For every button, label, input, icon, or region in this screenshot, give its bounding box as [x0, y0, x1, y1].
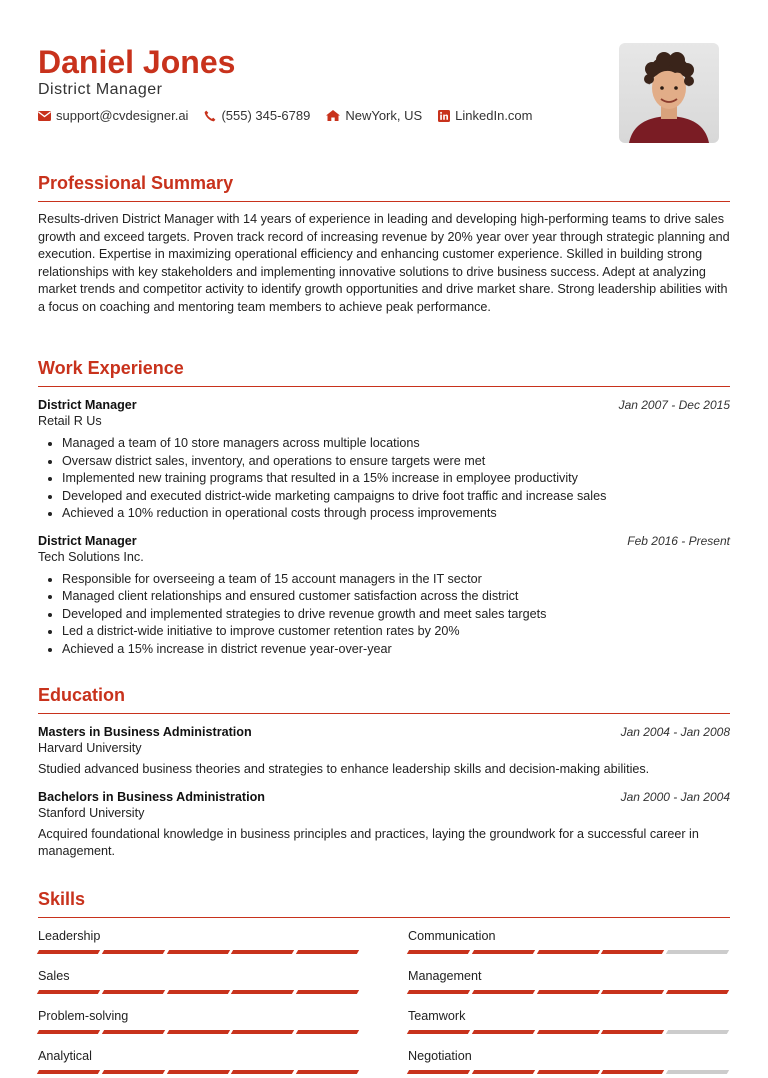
skill-level-segment-filled: [601, 990, 664, 994]
skill-level-segment-empty: [666, 1070, 729, 1074]
skill-level-segment-filled: [296, 1030, 359, 1034]
candidate-name: Daniel Jones: [38, 44, 236, 80]
skill-level-segment-filled: [472, 1070, 535, 1074]
skill-level-bar: [408, 1070, 728, 1074]
contact-email[interactable]: [38, 108, 188, 123]
skill-level-segment-filled: [102, 950, 165, 954]
education-description: Studied advanced business theories and strategies to enhance leadership skills and decision-making abilities.: [38, 762, 650, 776]
job-bullet: • Developed and implemented strategies to drive revenue growth and meet sales targets: [62, 606, 730, 624]
skill-level-segment-filled: [231, 1070, 294, 1074]
skill-level-segment-filled: [296, 950, 359, 954]
contact-location-text: NewYork, US: [345, 108, 423, 123]
skill-item: [408, 1048, 728, 1074]
skill-level-segment-filled: [37, 1070, 100, 1074]
skill-level-segment-filled: [296, 1070, 359, 1074]
profile-photo: [619, 43, 719, 143]
resume-header: [38, 40, 730, 150]
job-bullet: • Led a district-wide initiative to improve customer retention rates by 20%: [62, 623, 730, 641]
skill-level-segment-filled: [37, 950, 100, 954]
skill-level-segment-filled: [536, 950, 599, 954]
skill-level-bar: [408, 950, 728, 954]
envelope-icon: [38, 111, 51, 121]
job-bullet: • Developed and executed district-wide marketing campaigns to drive foot traffic and increase sales: [62, 488, 730, 506]
job-role: District Manager: [38, 398, 137, 412]
skill-item: [408, 1008, 728, 1034]
job-company: Retail R Us: [38, 414, 102, 428]
summary-text: Results-driven District Manager with 14 years of experience in leading and developing high-performing teams to drive sales growth and exceed targets. Proven track record of increasing revenue by 20% year over year through strategic planning and execution. Expertise in maximizing operational efficiency and enhancing customer experience. Skilled in building strong relationships with key stakeholders and implementing innovative solutions to drive business success. Adept at analyzing market trends and competitor activity to identify growth opportunities and drive market share. Strong leadership abilities with a focus on coaching and mentoring team members to achieve peak performance.: [38, 212, 730, 314]
skill-level-bar: [38, 990, 358, 994]
skill-name: Problem-solving: [38, 1009, 129, 1023]
contact-phone[interactable]: [204, 108, 310, 123]
job-bullet: • Oversaw district sales, inventory, and operations to ensure targets were met: [62, 453, 730, 471]
skill-level-bar: [408, 1030, 728, 1034]
skill-level-segment-filled: [37, 990, 100, 994]
contact-location: [326, 108, 422, 123]
skill-name: Negotiation: [408, 1049, 472, 1063]
education-school: Stanford University: [38, 805, 145, 820]
skill-level-segment-filled: [666, 990, 729, 994]
skill-item: [38, 968, 358, 994]
job-dates: Feb 2016 - Present: [627, 533, 730, 548]
skill-item: [38, 1008, 358, 1034]
skill-item: [38, 928, 358, 954]
experience-heading: Work Experience: [38, 357, 730, 387]
experience-section: [38, 357, 730, 658]
contact-phone-text: (555) 345-6789: [221, 108, 311, 123]
skill-level-segment-filled: [407, 990, 470, 994]
skill-level-segment-filled: [407, 1070, 470, 1074]
job-dates: Jan 2007 - Dec 2015: [618, 398, 730, 412]
skill-level-segment-filled: [601, 1070, 664, 1074]
skill-level-segment-filled: [407, 1030, 470, 1034]
job-bullets: [38, 571, 730, 659]
skill-item: [408, 928, 728, 954]
skill-level-bar: [38, 1030, 358, 1034]
skill-level-segment-filled: [536, 990, 599, 994]
education-degree: Bachelors in Business Administration: [38, 789, 265, 804]
job-bullet: • Implemented new training programs that resulted in a 15% increase in employee productivity: [62, 470, 730, 488]
contact-linkedin-text: LinkedIn.com: [455, 108, 533, 123]
job-bullets: [38, 435, 730, 523]
skill-level-segment-empty: [666, 950, 729, 954]
skill-level-segment-filled: [472, 1030, 535, 1034]
skill-name: Sales: [38, 969, 70, 983]
skill-level-segment-filled: [166, 1030, 229, 1034]
job-bullet: • Responsible for overseeing a team of 15 account managers in the IT sector: [62, 571, 730, 589]
skill-level-segment-filled: [296, 990, 359, 994]
skill-level-segment-empty: [666, 1030, 729, 1034]
skill-level-bar: [38, 950, 358, 954]
skill-item: [38, 1048, 358, 1074]
education-entry: [38, 789, 730, 861]
skill-name: Management: [408, 969, 482, 983]
skill-level-segment-filled: [472, 950, 535, 954]
skill-name: Leadership: [38, 929, 101, 943]
skill-level-segment-filled: [231, 990, 294, 994]
skill-name: Analytical: [38, 1049, 92, 1063]
skill-level-segment-filled: [601, 1030, 664, 1034]
job-bullet: • Managed client relationships and ensured customer satisfaction across the district: [62, 588, 730, 606]
job-bullet: • Achieved a 10% reduction in operational costs through process improvements: [62, 505, 730, 523]
job-entry: [38, 533, 730, 659]
skill-name: Teamwork: [408, 1009, 466, 1023]
job-bullet: • Achieved a 15% increase in district revenue year-over-year: [62, 641, 730, 659]
job-role: District Manager: [38, 533, 137, 548]
skill-level-segment-filled: [166, 950, 229, 954]
summary-section: [38, 172, 730, 316]
education-description: Acquired foundational knowledge in business principles and practices, laying the groundwork for a successful career in management.: [38, 826, 699, 858]
education-heading: Education: [38, 684, 730, 714]
skill-level-segment-filled: [472, 990, 535, 994]
skill-level-segment-filled: [231, 1030, 294, 1034]
skill-item: [408, 968, 728, 994]
education-degree: Masters in Business Administration: [38, 725, 252, 739]
summary-heading: Professional Summary: [38, 172, 730, 202]
phone-icon: [204, 110, 216, 122]
skill-level-segment-filled: [102, 1030, 165, 1034]
education-section: [38, 684, 730, 861]
home-icon: [326, 110, 340, 121]
job-entry: [38, 397, 730, 523]
skills-grid: [38, 928, 730, 1074]
skill-level-segment-filled: [166, 990, 229, 994]
skill-level-segment-filled: [102, 1070, 165, 1074]
contact-linkedin[interactable]: [438, 108, 532, 123]
skills-heading: Skills: [38, 888, 730, 918]
education-entry: [38, 724, 730, 779]
skill-level-segment-filled: [231, 950, 294, 954]
education-dates: Jan 2000 - Jan 2004: [620, 789, 730, 804]
contact-list: [38, 108, 533, 123]
skill-level-segment-filled: [102, 990, 165, 994]
skill-level-bar: [38, 1070, 358, 1074]
job-company: Tech Solutions Inc.: [38, 549, 144, 564]
candidate-title: District Manager: [38, 81, 163, 98]
skill-level-segment-filled: [407, 950, 470, 954]
skills-section: [38, 888, 730, 1074]
contact-email-text: support@cvdesigner.ai: [56, 108, 189, 123]
skill-level-segment-filled: [536, 1030, 599, 1034]
skill-level-segment-filled: [166, 1070, 229, 1074]
skill-level-segment-filled: [536, 1070, 599, 1074]
education-school: Harvard University: [38, 741, 142, 755]
education-dates: Jan 2004 - Jan 2008: [620, 725, 730, 739]
skill-name: Communication: [408, 929, 496, 943]
skill-level-segment-filled: [37, 1030, 100, 1034]
skill-level-segment-filled: [601, 950, 664, 954]
job-bullet: • Managed a team of 10 store managers across multiple locations: [62, 435, 730, 453]
linkedin-icon: [438, 110, 450, 122]
skill-level-bar: [408, 990, 728, 994]
